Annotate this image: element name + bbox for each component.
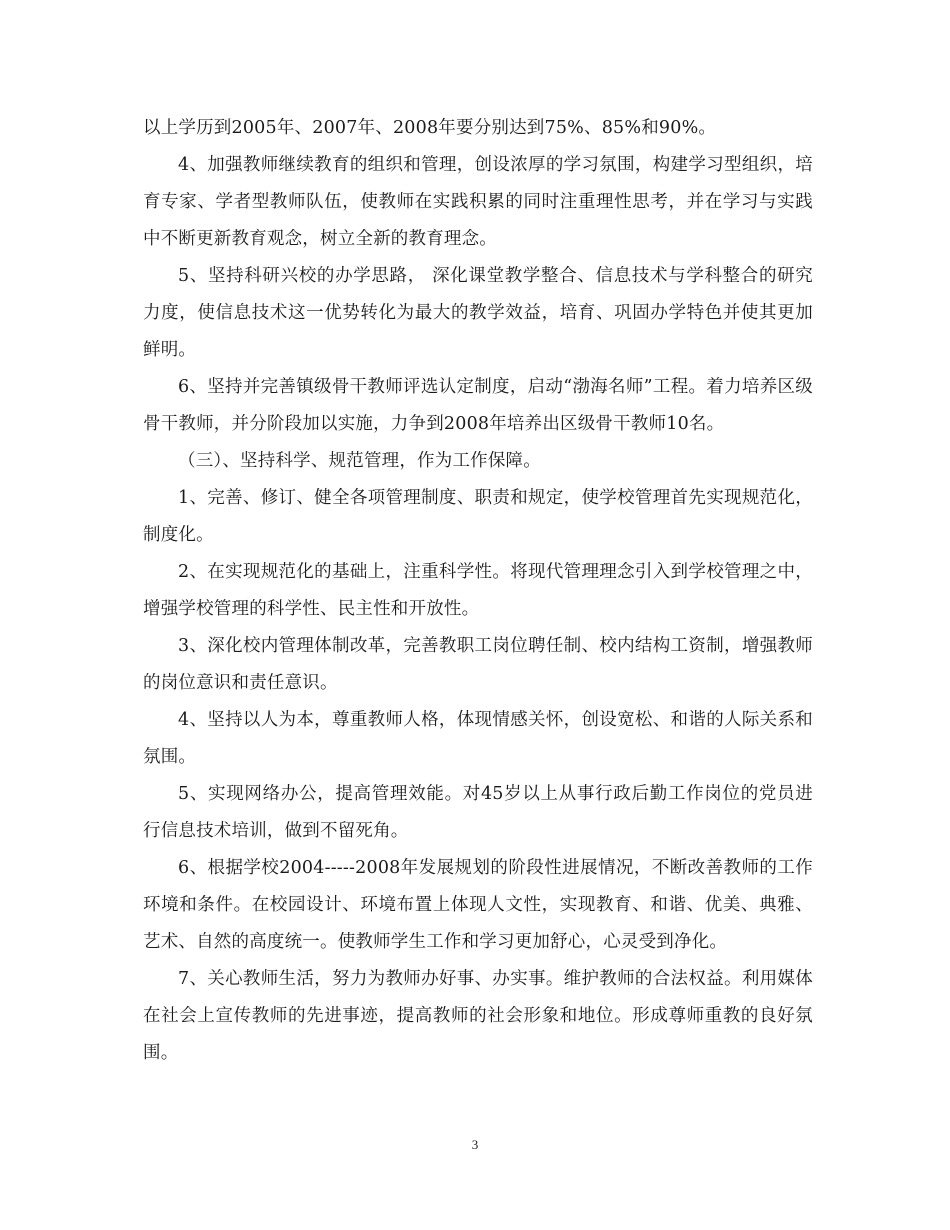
page-number: 3 [471,1137,479,1152]
paragraph-continuation: 以上学历到2005年、2007年、2008年要分别达到75%、85%和90%。 [143,118,717,138]
paragraph-management-7: 7、关心教师生活，努力为教师办好事、办实事。维护教师的合法权益。利用媒体在社会上宣传教师的先进事迹，提高教师的社会形象和地位。形成尊师重教的良好氛围。 [143,969,813,1063]
section-heading-management: （三）、坚持科学、规范管理，作为工作保障。 [178,451,541,471]
paragraph-management-2: 2、在实现规范化的基础上，注重科学性。将现代管理理念引入到学校管理之中，增强学校管理的科学性、民主性和开放性。 [143,562,813,619]
paragraph-teacher-education: 4、加强教师继续教育的组织和管理，创设浓厚的学习氛围，构建学习型组织，培育专家、学者型教师队伍，使教师在实践积累的同时注重理性思考，并在学习与实践中不断更新教育观念，树立全新的教育理念。 [143,155,813,249]
paragraph-backbone-teachers: 6、坚持并完善镇级骨干教师评选认定制度，启动“渤海名师”工程。着力培养区级骨干教师，并分阶段加以实施，力争到2008年培养出区级骨干教师10名。 [143,377,813,434]
paragraph-management-3: 3、深化校内管理体制改革，完善教职工岗位聘任制、校内结构工资制，增强教师的岗位意识和责任意识。 [143,636,813,693]
paragraph-management-6: 6、根据学校2004-----2008年发展规划的阶段性进展情况，不断改善教师的工作环境和条件。在校园设计、环境布置上体现人文性，实现教育、和谐、优美、典雅、艺术、自然的高度统一。使教师学生工作和学习更加舒心，心灵受到净化。 [143,858,813,952]
paragraph-management-4: 4、坚持以人为本，尊重教师人格，体现情感关怀，创设宽松、和谐的人际关系和氛围。 [143,710,813,767]
paragraph-research: 5、坚持科研兴校的办学思路， 深化课堂教学整合、信息技术与学科整合的研究力度，使信息技术这一优势转化为最大的教学效益，培育、巩固办学特色并使其更加鲜明。 [143,266,813,360]
document-body [143,110,813,1072]
paragraph-management-5: 5、实现网络办公，提高管理效能。对45岁以上从事行政后勤工作岗位的党员进行信息技术培训，做到不留死角。 [143,784,813,841]
paragraph-management-1: 1、完善、修订、健全各项管理制度、职责和规定，使学校管理首先实现规范化，制度化。 [143,488,813,545]
